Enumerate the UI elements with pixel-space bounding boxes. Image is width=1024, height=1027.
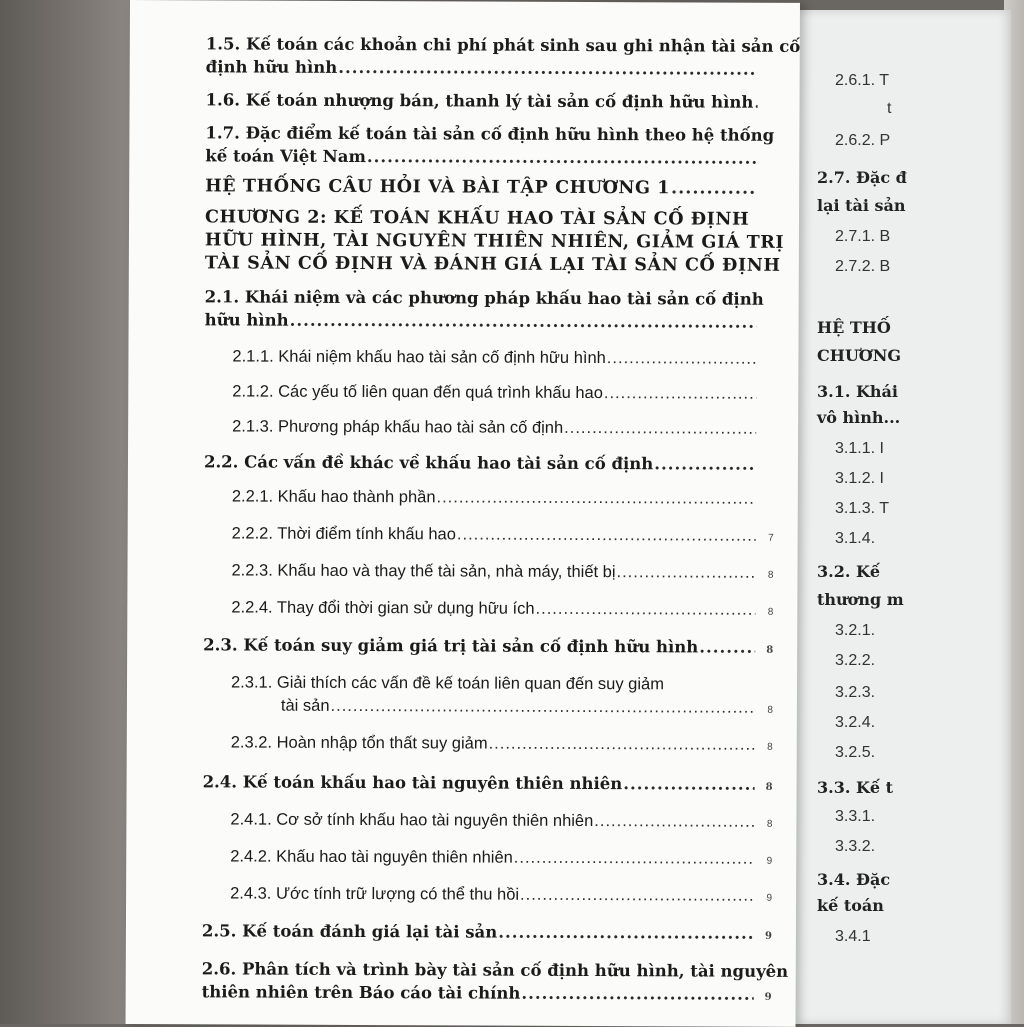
right-page-toc-item: 3.2.4. (835, 714, 875, 732)
toc-entry-text: kế toán Việt Nam (205, 144, 366, 168)
toc-entry (204, 522, 774, 549)
right-page-toc-item: CHƯƠNG (817, 346, 901, 365)
toc-entry (203, 731, 773, 758)
right-page-toc-item: 3.1.1. I (835, 440, 884, 458)
toc-leader-dots (330, 695, 754, 720)
background-dark-surface (0, 0, 130, 1024)
toc-entry-text: hữu hình (205, 308, 289, 331)
toc-page-number: 8 (754, 813, 772, 836)
right-page-toc-item: 3.3.2. (835, 838, 875, 856)
toc-entry-text: 2.3.1. Giải thích các vấn đề kế toán liên quan đến suy giảm (231, 671, 664, 696)
toc-entry-text: 2.4. Kế toán khấu hao tài nguyên thiên nhiên (203, 770, 623, 795)
toc-leader-dots (594, 810, 754, 834)
toc-entry (202, 919, 772, 947)
toc-leader-dots (489, 733, 755, 757)
toc-entry-text: 2.4.1. Cơ sở tính khấu hao tài nguyên thiên nhiên (230, 808, 593, 833)
toc-leader-dots (498, 921, 754, 945)
toc-entry-text: 1.6. Kế toán nhượng bán, thanh lý tài sản cố định hữu hình (206, 88, 754, 113)
toc-entry-text: 2.4.2. Khấu hao tài nguyên thiên nhiên (230, 845, 513, 869)
toc-entry (204, 415, 774, 440)
toc-leader-dots (607, 347, 757, 371)
toc-entry-text: thiên nhiên trên Báo cáo tài chính (202, 980, 521, 1004)
toc-entry-text: 1.5. Kế toán các khoản chi phí phát sinh sau ghi nhận tài sản cố (206, 32, 800, 58)
toc-page-number: 9 (754, 986, 772, 1009)
toc-leader-dots (623, 772, 754, 796)
toc-entry (204, 485, 774, 510)
toc-entry (205, 121, 775, 169)
toc-leader-dots (604, 382, 756, 406)
toc-entry (203, 770, 773, 798)
right-page-toc-item: lại tài sản (817, 196, 906, 215)
toc-leader-dots (616, 561, 755, 585)
toc-entry (202, 845, 772, 872)
right-page-toc-item: 3.4.1 (835, 928, 871, 946)
toc-entry-text: TÀI SẢN CỐ ĐỊNH VÀ ĐÁNH GIÁ LẠI TÀI SẢN CỐ ĐỊNH (205, 252, 781, 278)
toc-entry-text: 2.1. Khái niệm và các phương pháp khấu hao tài sản cố định (205, 285, 764, 310)
toc-entry (206, 32, 776, 80)
toc-entry-text: 2.2.4. Thay đổi thời gian sử dụng hữu ích (231, 596, 534, 620)
toc-leader-dots (367, 145, 757, 170)
toc-entry (203, 559, 773, 586)
toc-leader-dots (514, 847, 755, 871)
toc-entry-text: định hữu hình (206, 55, 338, 79)
toc-entry (203, 671, 773, 721)
toc-leader-dots (338, 56, 758, 81)
toc-page-number: 8 (755, 736, 773, 759)
toc-page-number: 9 (754, 925, 772, 948)
toc-entry-text: 2.1.2. Các yếu tố liên quan đến quá trình khấu hao (232, 380, 603, 405)
toc-entry-text: 2.3. Kế toán suy giảm giá trị tài sản cố định hữu hình (203, 633, 698, 658)
toc-page-number: 8 (755, 699, 773, 722)
right-page-toc-item: 2.6.2. P (835, 132, 890, 150)
right-page-toc-item: 3.1.2. I (835, 470, 884, 488)
toc-entry-text: 2.6. Phân tích và trình bày tài sản cố định hữu hình, tài nguyên (202, 957, 789, 983)
toc-leader-dots (536, 598, 756, 622)
toc-entry-text: 2.4.3. Ước tính trữ lượng có thể thu hồi (230, 882, 519, 906)
right-page-toc-item: 2.6.1. T (835, 72, 889, 90)
right-page-toc-item: 2.7.2. B (835, 258, 890, 276)
toc-page-number: 7 (756, 527, 774, 550)
toc-leader-dots (520, 884, 754, 908)
toc-entry (205, 285, 775, 333)
toc-entry (202, 808, 772, 835)
toc-leader-dots (521, 982, 753, 1006)
right-page-toc-item: 3.1. Khái (817, 382, 898, 401)
right-page-toc-item: kế toán (817, 896, 884, 915)
toc-entry-text: HỆ THỐNG CÂU HỎI VÀ BÀI TẬP CHƯƠNG 1 (205, 175, 670, 200)
toc-entry-text: 2.2.3. Khấu hao và thay thế tài sản, nhà máy, thiết bị (231, 559, 615, 584)
toc-entry (203, 596, 773, 623)
toc-entry-text: 2.1.1. Khái niệm khấu hao tài sản cố định hữu hình (232, 345, 605, 370)
right-page-toc-item: 3.2. Kế (817, 562, 880, 581)
toc-entry-text: 2.3.2. Hoàn nhập tổn thất suy giảm (231, 731, 488, 755)
right-page-toc-item: 3.1.3. T (835, 500, 889, 518)
toc-leader-dots (654, 452, 756, 475)
toc-page-number: 8 (755, 776, 773, 799)
toc-entry-text: 1.7. Đặc điểm kế toán tài sản cố định hữu hình theo hệ thống (205, 121, 774, 146)
right-page-toc-item: HỆ THỐ (817, 318, 891, 337)
toc-entry-text: 2.5. Kế toán đánh giá lại tài sản (202, 919, 497, 943)
toc-entry (204, 380, 774, 405)
toc-entry-text: 2.2. Các vấn đề khác về khấu hao tài sản cố định (204, 450, 653, 475)
left-page (126, 0, 800, 1027)
right-page-toc-item: t (887, 100, 891, 118)
table-of-contents (202, 22, 776, 1008)
toc-entry (203, 633, 773, 661)
toc-entry (205, 175, 775, 200)
toc-entry (202, 882, 772, 909)
right-page-toc-item: 2.7. Đặc đ (817, 168, 907, 187)
toc-entry-text: 2.2.2. Thời điểm tính khấu hao (232, 522, 456, 546)
right-page-toc-item: 3.4. Đặc (817, 870, 890, 889)
right-page-toc-item: thương m (817, 590, 904, 609)
toc-leader-dots (290, 309, 757, 334)
toc-entry (204, 345, 774, 370)
right-page-toc-item: 2.7.1. B (835, 228, 890, 246)
toc-page-number: 8 (755, 564, 773, 587)
toc-entry (202, 957, 772, 1008)
toc-leader-dots (671, 177, 757, 200)
toc-leader-dots (457, 523, 756, 547)
toc-page-number: 9 (754, 850, 772, 873)
toc-entry-text: 2.2.1. Khấu hao thành phần (232, 485, 436, 509)
toc-entry-text: CHƯƠNG 2: KẾ TOÁN KHẤU HAO TÀI SẢN CỐ ĐỊNH (205, 206, 749, 231)
right-page-toc-item: vô hình... (817, 408, 900, 427)
right-page (770, 10, 1011, 1024)
right-page-toc-item: 3.2.5. (835, 744, 875, 762)
toc-leader-dots (436, 486, 755, 510)
right-page-toc-item: 3.1.4. (835, 530, 875, 548)
toc-leader-dots (754, 91, 757, 114)
toc-page-number: 9 (754, 887, 772, 910)
right-page-toc-item: 3.3.1. (835, 808, 875, 826)
toc-leader-dots (564, 417, 756, 441)
toc-entry-text: tài sản (281, 695, 330, 718)
right-page-toc-item: 3.2.2. (835, 652, 875, 670)
toc-entry (204, 450, 774, 475)
toc-entry-text: HỮU HÌNH, TÀI NGUYÊN THIÊN NHIÊN, GIẢM GIÁ TRỊ (205, 229, 784, 255)
toc-entry (205, 206, 775, 277)
toc-leader-dots (699, 635, 755, 658)
toc-entry (206, 88, 776, 113)
right-page-toc-item: 3.2.1. (835, 622, 875, 640)
toc-entry-text: 2.1.3. Phương pháp khấu hao tài sản cố định (232, 415, 563, 439)
toc-page-number: 8 (755, 639, 773, 662)
toc-page-number: 8 (755, 601, 773, 624)
right-page-toc-item: 3.3. Kế t (817, 778, 893, 797)
right-page-toc-item: 3.2.3. (835, 684, 875, 702)
